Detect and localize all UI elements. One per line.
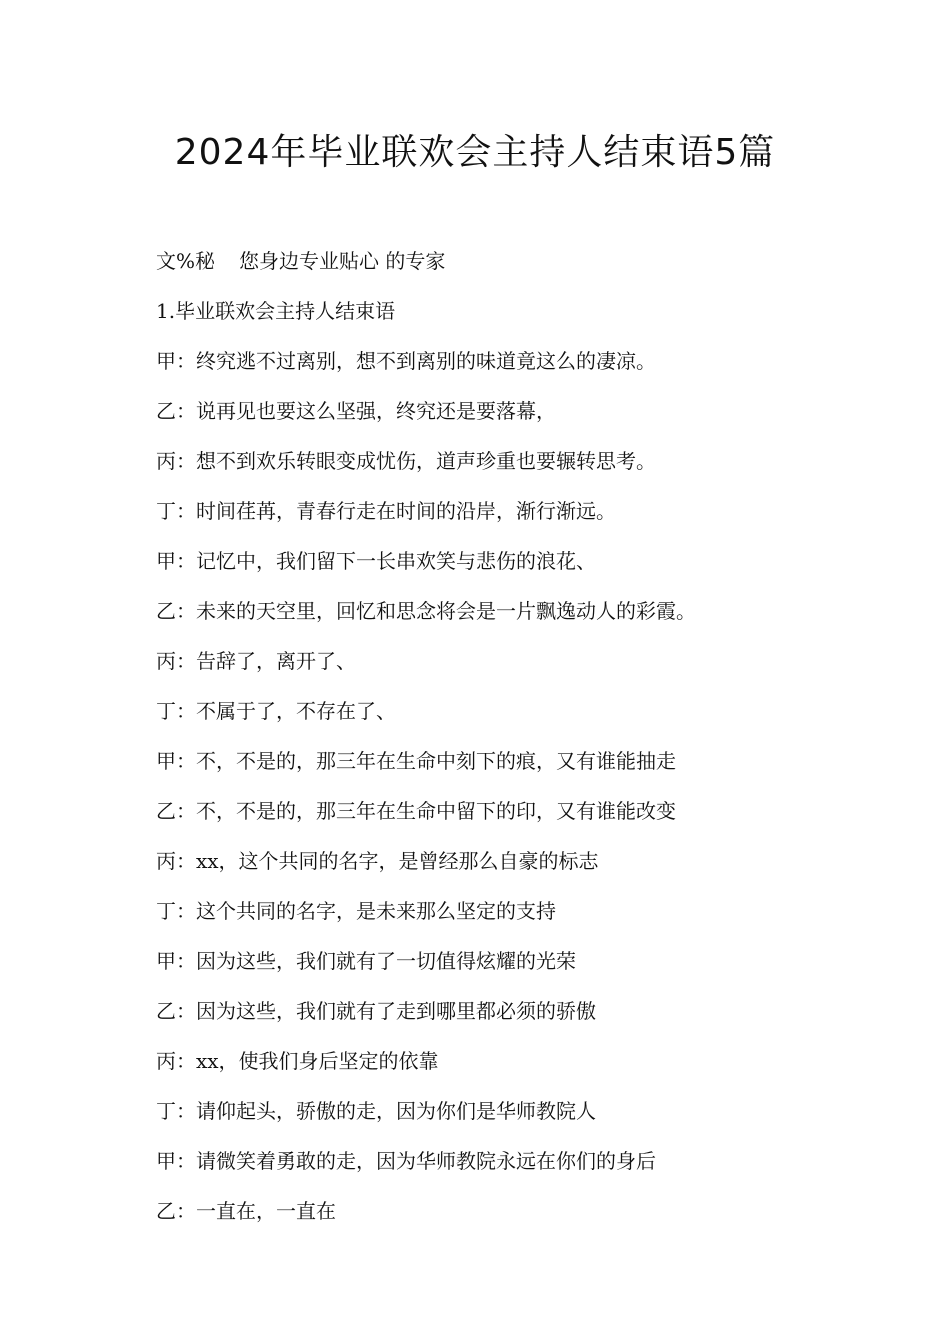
dialogue-speaker: 甲: [156, 549, 176, 573]
section-heading: 1.毕业联欢会主持人结束语: [156, 299, 396, 323]
document-title: 2024年毕业联欢会主持人结束语5篇: [174, 132, 776, 173]
dialogue-text: 请仰起头，骄傲的走，因为你们是华师教院人: [196, 1099, 596, 1123]
dialogue-text: 说再见也要这么坚强，终究还是要落幕，: [196, 399, 556, 423]
dialogue-text: 不，不是的，那三年在生命中刻下的痕，又有谁能抽走: [196, 749, 676, 773]
dialogue-colon: ：: [176, 1049, 196, 1073]
dialogue-text: 终究逃不过离别，想不到离别的味道竟这么的凄凉。: [196, 349, 656, 373]
dialogue-text: 因为这些，我们就有了一切值得炫耀的光荣: [196, 949, 576, 973]
dialogue-line: [156, 1036, 816, 1086]
dialogue-line: [156, 386, 816, 436]
dialogue-line: [156, 636, 816, 686]
dialogue-text: 请微笑着勇敢的走，因为华师教院永远在你们的身后: [196, 1149, 656, 1173]
tagline-slogan: 您身边专业贴心 的专家: [239, 249, 446, 273]
dialogue-line: [156, 786, 816, 836]
dialogue-speaker: 丁: [156, 1099, 176, 1123]
dialogue-speaker: 丁: [156, 899, 176, 923]
dialogue-line: [156, 986, 816, 1036]
dialogue-list: [156, 336, 816, 1236]
dialogue-text: 不属于了，不存在了、: [196, 699, 396, 723]
dialogue-speaker: 甲: [156, 1149, 176, 1173]
dialogue-text: 未来的天空里，回忆和思念将会是一片飘逸动人的彩霞。: [196, 599, 696, 623]
dialogue-speaker: 甲: [156, 949, 176, 973]
dialogue-text: 记忆中，我们留下一长串欢笑与悲伤的浪花、: [196, 549, 596, 573]
dialogue-text: 一直在，一直在: [196, 1199, 336, 1223]
dialogue-colon: ：: [176, 599, 196, 623]
dialogue-text: 告辞了，离开了、: [196, 649, 356, 673]
dialogue-speaker: 乙: [156, 999, 176, 1023]
dialogue-line: [156, 886, 816, 936]
dialogue-line: [156, 936, 816, 986]
dialogue-colon: ：: [176, 899, 196, 923]
dialogue-line: [156, 536, 816, 586]
dialogue-speaker: 丙: [156, 1049, 176, 1073]
dialogue-speaker: 乙: [156, 1199, 176, 1223]
dialogue-colon: ：: [176, 699, 196, 723]
dialogue-line: [156, 436, 816, 486]
dialogue-line: [156, 1136, 816, 1186]
dialogue-colon: ：: [176, 399, 196, 423]
dialogue-line: [156, 836, 816, 886]
dialogue-colon: ：: [176, 349, 196, 373]
dialogue-line: [156, 336, 816, 386]
dialogue-line: [156, 1186, 816, 1236]
dialogue-line: [156, 486, 816, 536]
dialogue-line: [156, 586, 816, 636]
dialogue-speaker: 丙: [156, 649, 176, 673]
dialogue-text: 想不到欢乐转眼变成忧伤，道声珍重也要辗转思考。: [196, 449, 656, 473]
dialogue-speaker: 丙: [156, 849, 176, 873]
dialogue-speaker: 乙: [156, 599, 176, 623]
dialogue-speaker: 丁: [156, 499, 176, 523]
dialogue-speaker: 乙: [156, 399, 176, 423]
dialogue-colon: ：: [176, 549, 196, 573]
dialogue-colon: ：: [176, 499, 196, 523]
dialogue-speaker: 乙: [156, 799, 176, 823]
dialogue-line: [156, 686, 816, 736]
dialogue-text: xx，这个共同的名字，是曾经那么自豪的标志: [196, 849, 599, 873]
dialogue-colon: ：: [176, 749, 196, 773]
dialogue-line: [156, 736, 816, 786]
dialogue-text: 因为这些，我们就有了走到哪里都必须的骄傲: [196, 999, 596, 1023]
dialogue-text: 不，不是的，那三年在生命中留下的印，又有谁能改变: [196, 799, 676, 823]
dialogue-colon: ：: [176, 449, 196, 473]
tagline-brand: 文%秘: [156, 249, 216, 273]
document-body: [156, 236, 816, 1236]
dialogue-colon: ：: [176, 849, 196, 873]
dialogue-text: 时间荏苒，青春行走在时间的沿岸，渐行渐远。: [196, 499, 616, 523]
dialogue-speaker: 丁: [156, 699, 176, 723]
dialogue-colon: ：: [176, 1149, 196, 1173]
dialogue-speaker: 甲: [156, 349, 176, 373]
dialogue-colon: ：: [176, 1199, 196, 1223]
dialogue-speaker: 甲: [156, 749, 176, 773]
dialogue-text: 这个共同的名字，是未来那么坚定的支持: [196, 899, 556, 923]
dialogue-colon: ：: [176, 799, 196, 823]
dialogue-colon: ：: [176, 949, 196, 973]
dialogue-text: xx，使我们身后坚定的依靠: [196, 1049, 439, 1073]
dialogue-line: [156, 1086, 816, 1136]
dialogue-colon: ：: [176, 649, 196, 673]
dialogue-colon: ：: [176, 999, 196, 1023]
dialogue-speaker: 丙: [156, 449, 176, 473]
tagline: [156, 236, 816, 286]
dialogue-colon: ：: [176, 1099, 196, 1123]
